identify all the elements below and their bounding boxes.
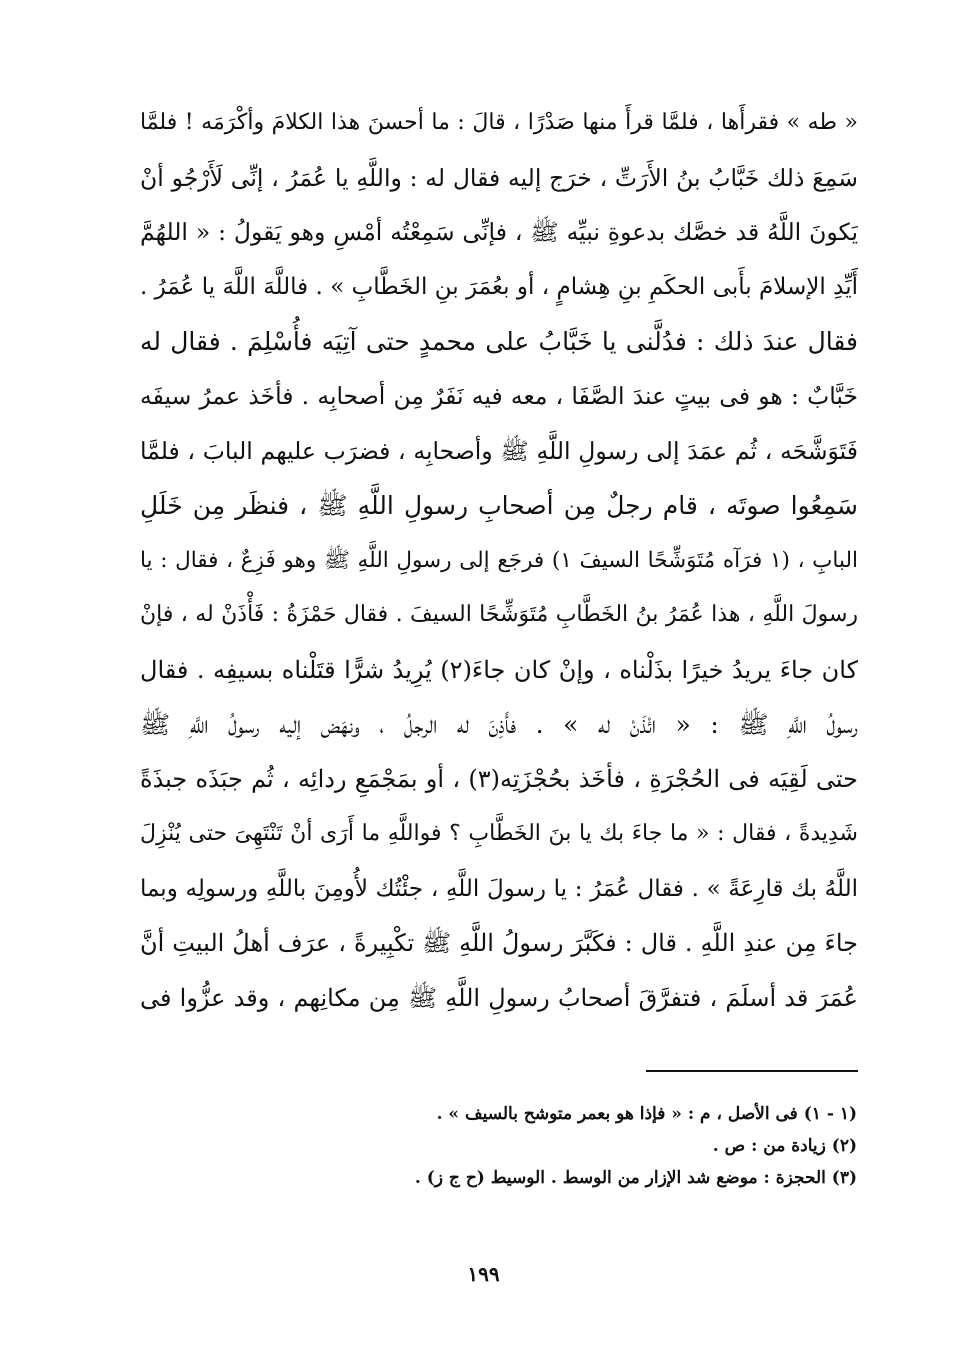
text-line: فقال عندَ ذلك : فدُلَّنى يا خَبَّابُ على محمدٍ حتى آتِيَه فأُسْلِمَ . فقال له — [140, 326, 858, 356]
text-line: اللَّهُ بك قارِعَةً » . فقال عُمَرُ : يا رسولَ اللَّهِ ، جئْتُك لأُومِنَ باللَّهِ ورسولِه وبما — [140, 875, 858, 902]
text-line: يَكونَ اللَّهُ قد خصَّك بدعوةِ نبيِّه ﷺ ، فإنِّى سَمِعْتُه أمْسِ وهو يَقولُ : « اللهُمَّ — [140, 218, 858, 247]
text-line: حتى لَقِيَه فى الحُجْرَةِ ، فأخَذ بحُجْزَتِه(٣) ، أو بمَجْمَعِ ردائِه ، ثُم جبَذَه جبذَةً — [140, 765, 858, 794]
footnote-separator — [646, 1070, 858, 1072]
text-line: سَمِعَ ذلك خَبَّابُ بنُ الأَرَتِّ ، خرَج إليه فقال له : واللَّهِ يا عُمَرُ ، إنِّى لَأَرْجُو أنْ — [140, 163, 858, 192]
text-line: جاءَ مِن عندِ اللَّهِ . قال : فكَبَّرَ رسولُ اللَّهِ ﷺ تكْبِيرةً ، عرَف أهلُ البيتِ أنَّ — [140, 929, 858, 958]
text-line: رسولُ اللَّهِ ﷺ : « ائْذَنْ له » . فأَذِنَ له الرجلُ ، ونهَض إليه رسولُ اللَّهِ ﷺ — [140, 709, 858, 739]
text-line: فَتَوَشَّحَه ، ثُم عمَدَ إلى رسولِ اللَّهِ ﷺ وأصحابِه ، فضرَب عليهم البابَ ، فلمَّا — [140, 437, 858, 466]
page-number: ١٩٩ — [467, 1262, 500, 1286]
text-line: كان جاءَ يريدُ خيرًا بذَلْناه ، وإنْ كان جاءَ(٢) يُرِيدُ شرًّا قتَلْناه بسيفِه . فقال — [140, 655, 858, 684]
text-line: البابِ ، (١ فرَآه مُتَوَشِّحًا السيفَ ١) فرجَع إلى رسولِ اللَّهِ ﷺ وهو فَزِعٌ ، فقال : يا — [140, 547, 858, 573]
footnote: (١ - ١) فى الأصل ، م : « فإذا هو بعمر متوشح بالسيف » . — [436, 1104, 857, 1124]
footnote: (٣) الحجزة : موضع شد الإزار من الوسط . الوسيط (ح ج ز) . — [414, 1168, 857, 1188]
footnotes — [257, 1098, 857, 1194]
text-line: سَمِعُوا صوتَه ، قام رجلٌ مِن أصحابِ رسولِ اللَّهِ ﷺ ، فنظَر مِن خَلَلِ — [140, 490, 858, 520]
main-text — [140, 96, 858, 1026]
text-line: شَدِيدةً ، فقال : « ما جاءَ بك يا بنَ الخَطَّابِ ؟ فواللَّهِ ما أَرَى أنْ تَنْتَهِىَ حتى يُنْزِلَ — [140, 820, 858, 846]
footnote: (٢) زيادة من : ص . — [712, 1136, 857, 1156]
text-line: « طه » فقرأَها ، فلمَّا قرأَ منها صَدْرًا ، قالَ : ما أحسنَ هذا الكلامَ وأكْرَمَه ! فلمَّا — [140, 110, 858, 135]
text-line: أَيِّدِ الإسلامَ بأَبى الحكَمِ بنِ هِشامٍ ، أو بعُمَرَ بنِ الخَطَّابِ » . فاللَّهَ اللَّهَ يا عُمَرُ . — [140, 274, 858, 301]
text-line: خَبَّابٌ : هو فى بيتٍ عندَ الصَّفَا ، معه فيه نَفَرٌ مِن أصحابِه . فأخَذ عمرُ سيفَه — [140, 382, 858, 411]
text-line: عُمَرَ قد أسلَمَ ، فتفرَّقَ أصحابُ رسولِ اللَّهِ ﷺ مِن مكانِهم ، وقد عزُّوا فى — [140, 984, 858, 1012]
text-line: رسولَ اللَّهِ ، هذا عُمَرُ بنُ الخَطَّابِ مُتَوَشِّحًا السيفَ . فقال حَمْزَةُ : فَأْذَنْ له ، فإنْ — [140, 602, 858, 628]
